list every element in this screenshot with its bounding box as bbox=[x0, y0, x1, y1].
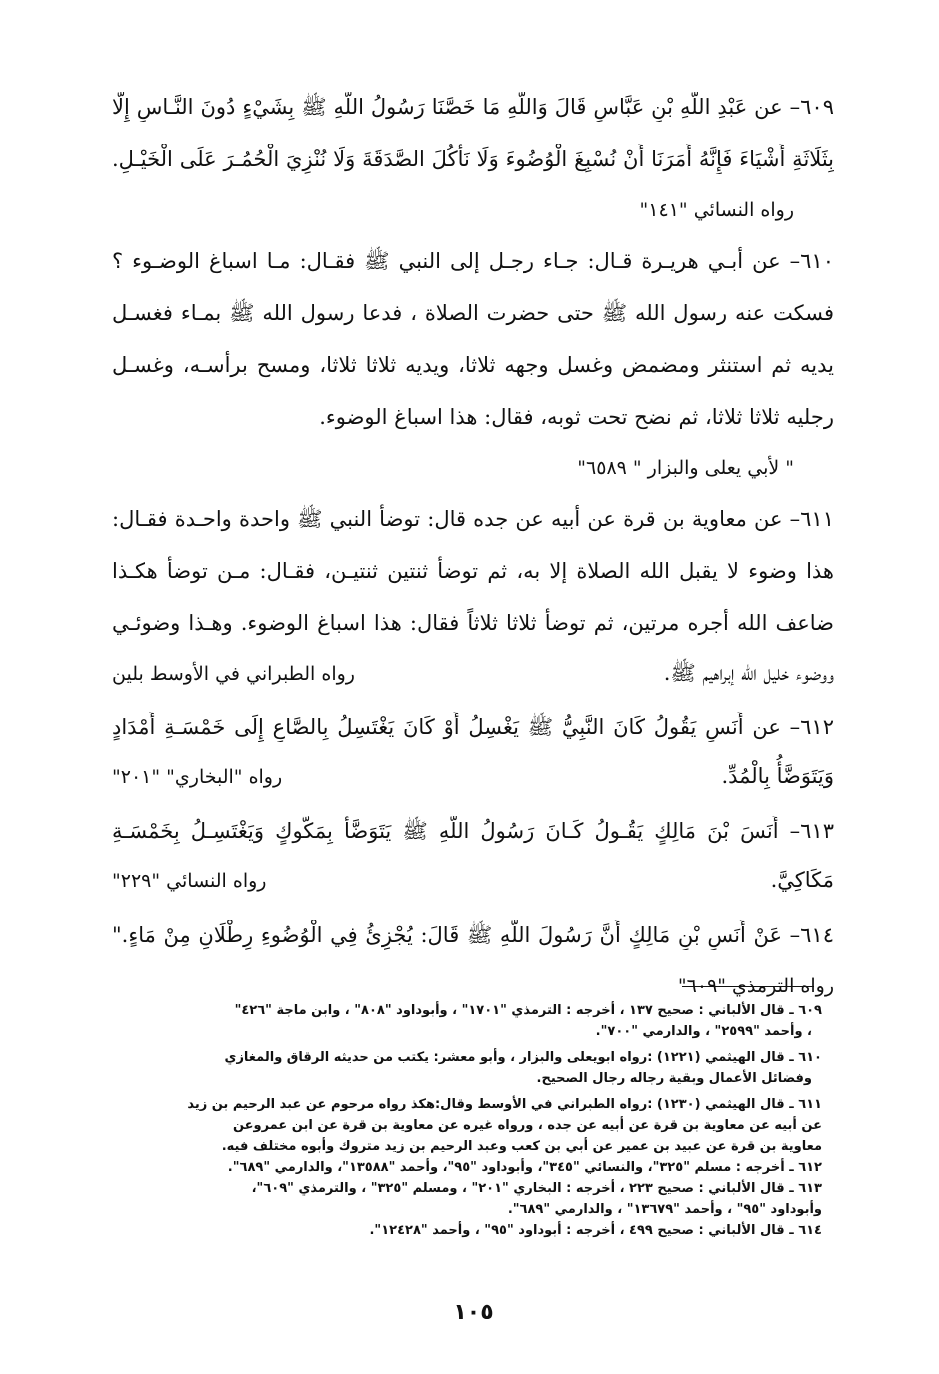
hadith-614-line-1: ٦١٤– عَنْ أَنَسِ بْنِ مَالِكٍ أَنَّ رَسُولَ اللَّهِ ﷺ قَالَ: يُجْزِئُ فِي الْوُضُوءِ رِطْلَانِ مِنْ مَاءٍ." bbox=[112, 923, 834, 947]
hadith-612-source: رواه "البخاري" "٢٠١" bbox=[112, 766, 283, 788]
hadith-610-line-4: رجليه ثلاثا ثلاثا، ثم نضح تحت ثوبه، فقال: هذا اسباغ الوضوء. bbox=[319, 405, 834, 429]
footnote-609-line-1: ٦٠٩ ـ قال الألباني : صحيح ١٣٧ ، أخرجه : الترمذي "١٧٠١" ، وأبوداود "٨٠٨" ، وابن ماجة "٤٢٦" bbox=[234, 1003, 822, 1018]
footnote-613-line-2: وأبوداود "٩٥" ، وأحمد "١٣٦٧٩" ، والدارمي "٦٨٩". bbox=[507, 1202, 822, 1217]
footnote-610-line-2: وفضائل الأعمال وبقية رجاله رجال الصحيح. bbox=[536, 1071, 812, 1086]
hadith-613-last-row bbox=[112, 868, 834, 898]
footnote-611-line-1: ٦١١ ـ قال الهيثمي (١٢٣٠) :رواه الطبراني في الأوسط وقال:هكذ رواه مرحوم عن عبد الرحيم بن زيد bbox=[187, 1097, 822, 1112]
hadith-611-source: رواه الطبراني في الأوسط بلين bbox=[112, 663, 355, 685]
footnote-611-line-3: معاوية بن قرة عن عبيد بن عمير عن أبي بن كعب وعبد الرحيم بن زيد متروك وأبوه مختلف فيه. bbox=[221, 1139, 822, 1154]
hadith-609-line-2: بِثَلَاثَةِ أَشْيَاءَ فَإِنَّهُ أَمَرَنَا أَنْ نُسْبِغَ الْوُضُوءَ وَلَا نَأْكُلَ الصَّدَقَةَ وَلَا نُنْزِيَ الْحُمُـرَ عَلَى الْخَيْـلِ. bbox=[112, 147, 834, 171]
page-number: ١٠٥ bbox=[453, 1300, 494, 1325]
hadith-613-source: رواه النسائي "٢٢٩" bbox=[112, 870, 267, 892]
footnote-609-line-2: ، وأحمد "٢٥٩٩" ، والدارمي "٧٠٠". bbox=[595, 1024, 812, 1039]
hadith-611-last-row bbox=[112, 660, 834, 690]
main-text bbox=[112, 92, 834, 1022]
hadith-611-line-4: ووضوء خليل الله إبراهيم ﷺ. bbox=[663, 661, 834, 685]
hadith-611-line-2: هذا وضوء لا يقبل الله الصلاة إلا به، ثم توضأ ثنتين ثنتيـن، فقـال: مـن توضأ هكـذا bbox=[112, 559, 834, 583]
footnote-613-line-1: ٦١٣ ـ قال الألباني : صحيح ٢٢٣ ، أخرجه : البخاري "٢٠١" ، ومسلم "٣٢٥" ، والترمذي "٦٠٩"، bbox=[251, 1181, 822, 1196]
footnote-611-line-2: عن أبيه عن معاوية بن قرة عن أبيه عن جده ، ورواه غيره عن معاوية بن قرة عن ابن عمروعن bbox=[232, 1118, 822, 1133]
footnotes bbox=[112, 1000, 822, 1241]
hadith-609-line-1: ٦٠٩– عن عَبْدِ اللَّهِ بْنِ عَبَّاسٍ قَالَ وَاللَّهِ مَا خَصَّنَا رَسُولُ اللَّهِ ﷺ بِشَيْءٍ دُونَ النَّـاسِ إِلَّا bbox=[112, 95, 834, 119]
footnote-614-line-1: ٦١٤ ـ قال الألباني : صحيح ٤٩٩ ، أخرجه : أبوداود "٩٥" ، وأحمد "١٢٤٢٨". bbox=[369, 1223, 822, 1238]
hadith-610-line-3: يديه ثم استنثر ومضمض وغسل وجهه ثلاثا، ويديه ثلاثا ثلاثا، ومسح برأسـه، وغسـل bbox=[112, 353, 834, 377]
footnote-separator bbox=[682, 986, 814, 987]
hadith-610-source: " لأبي يعلى والبزار " ٦٥٨٩" bbox=[577, 457, 794, 479]
hadith-610-line-1: ٦١٠– عن أبـي هريـرة قـال: جـاء رجـل إلى النبي ﷺ فقـال: مـا اسباغ الوضـوء ؟ bbox=[112, 249, 834, 273]
hadith-609-source: رواه النسائي "١٤١" bbox=[639, 199, 794, 221]
hadith-610-line-2: فسكت عنه رسول الله ﷺ حتى حضرت الصلاة ، فدعا رسول الله ﷺ بمـاء فغسـل bbox=[112, 301, 834, 325]
hadith-612-line-1: ٦١٢– عن أَنَسٍ يَقُولُ كَانَ النَّبِيُّ ﷺ يَغْسِلُ أَوْ كَانَ يَغْتَسِلُ بِالصَّاعِ إِلَى خَمْسَـةِ أَمْدَادٍ bbox=[112, 715, 834, 739]
hadith-614-source: رواه الترمذي "٦٠٩" bbox=[677, 975, 834, 997]
hadith-611-line-3: ضاعف الله أجره مرتين، ثم توضأ ثلاثا ثلاثاً فقال: هذا اسباغ الوضوء. وهـذا وضوئـي bbox=[112, 611, 834, 635]
hadith-613-line-2: مَكَاكِيَّ. bbox=[770, 868, 834, 892]
hadith-611-line-1: ٦١١– عن معاوية بن قرة عن أبيه عن جده قال: توضأ النبي ﷺ واحدة واحـدة فقـال: bbox=[112, 507, 834, 531]
hadith-613-line-1: ٦١٣– أَنَسَ بْنَ مَالِكٍ يَقُـولُ كَـانَ رَسُولُ اللَّهِ ﷺ يَتَوَضَّأُ بِمَكُّوكٍ وَيَغْتَسِـلُ بِخَمْسَـةِ bbox=[112, 819, 834, 843]
hadith-612-line-2: وَيَتَوَضَّأُ بِالْمُدِّ. bbox=[721, 764, 834, 788]
hadith-612-last-row bbox=[112, 764, 834, 794]
footnote-610-line-1: ٦١٠ ـ قال الهيثمي (١٢٢١) :رواه ابويعلى والبزار ، وأبو معشر: يكتب من حديثه الرقاق والمغازي bbox=[224, 1050, 822, 1065]
footnote-612-line-1: ٦١٢ ـ أخرجه : مسلم "٣٢٥"، والنسائي "٣٤٥"، وأبوداود "٩٥"، وأحمد "١٣٥٨٨"، والدارمي "٦٨٩". bbox=[227, 1160, 822, 1175]
